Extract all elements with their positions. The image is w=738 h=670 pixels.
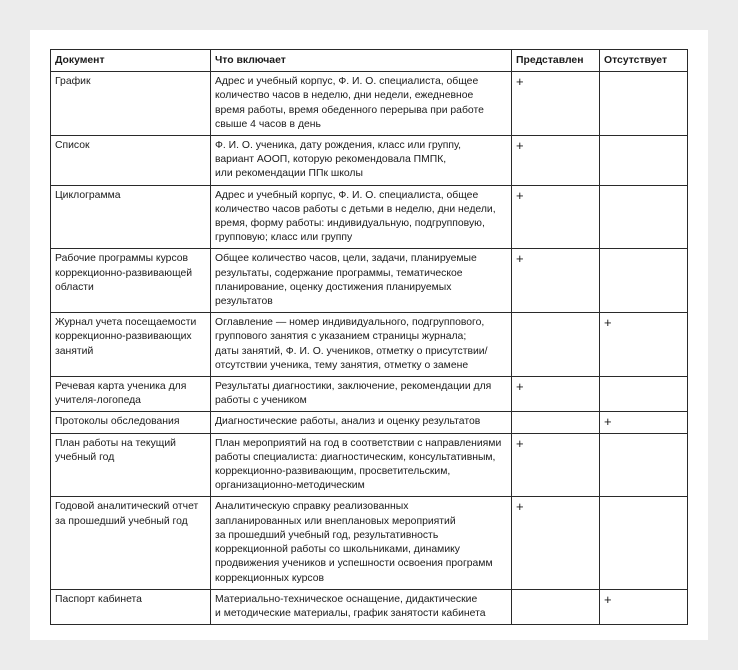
present-mark: + — [512, 497, 600, 589]
absent-mark — [600, 433, 688, 497]
includes-cell — [211, 433, 512, 497]
table-body — [51, 72, 688, 625]
includes-text: Адрес и учебный корпус, Ф. И. О. специалиста, общее количество часов в неделю, дни недели, ежедневное время работы, время обеденного перерыва при работе свыше 4 часов в день — [215, 76, 484, 130]
document-name: Паспорт кабинета — [55, 593, 142, 605]
document-name-cell — [51, 249, 211, 313]
absent-mark: + — [600, 412, 688, 433]
includes-text: Диагностические работы, анализ и оценку результатов — [215, 416, 481, 428]
document-name: Рабочие программы курсов коррекционно-развивающей области — [55, 253, 193, 293]
includes-text: План мероприятий на год в соответствии с направлениями работы специалиста: диагностическим, консультативным, коррекционно-развивающим, просветительским, организационно-методическим — [215, 437, 502, 492]
document-name-cell — [51, 313, 211, 377]
includes-cell — [211, 72, 512, 136]
document-name: Речевая карта ученика для учителя-логопеда — [55, 381, 187, 407]
document-name-cell — [51, 136, 211, 186]
absent-mark — [600, 136, 688, 186]
table-row — [51, 433, 688, 497]
includes-text: Результаты диагностики, заключение, рекомендации для работы с учеником — [215, 381, 492, 407]
table-row — [51, 377, 688, 412]
absent-mark — [600, 377, 688, 412]
header-document: Документ — [51, 50, 211, 72]
absent-mark: + — [600, 313, 688, 377]
document-name-cell — [51, 377, 211, 412]
document-name-cell — [51, 185, 211, 249]
document-name: План работы на текущий учебный год — [55, 437, 176, 463]
document-name-cell — [51, 72, 211, 136]
document-name: График — [55, 76, 91, 88]
document-page — [30, 30, 708, 640]
documents-table — [50, 49, 688, 625]
document-name-cell — [51, 497, 211, 589]
includes-cell — [211, 412, 512, 433]
table-row — [51, 589, 688, 624]
includes-text: Адрес и учебный корпус, Ф. И. О. специалиста, общее количество часов работы с детьми в неделю, дни недели, время, форму работы: индивидуальную, подгрупповую, групповую; класс или группу — [215, 189, 496, 244]
document-name: Список — [55, 140, 90, 152]
includes-text: Общее количество часов, цели, задачи, планируемые результаты, содержание программы, тематическое планирование, оценку достижения планируемых результатов — [215, 253, 477, 308]
includes-cell — [211, 377, 512, 412]
header-present: Представлен — [512, 50, 600, 72]
present-mark: + — [512, 72, 600, 136]
header-absent: Отсутствует — [600, 50, 688, 72]
present-mark: + — [512, 185, 600, 249]
includes-text: Ф. И. О. ученика, дату рождения, класс или группу, вариант АООП, которую рекомендовала ПМПК, или рекомендации ППк школы — [215, 140, 462, 180]
document-name-cell — [51, 412, 211, 433]
present-mark: + — [512, 377, 600, 412]
includes-cell — [211, 313, 512, 377]
present-mark — [512, 313, 600, 377]
includes-cell — [211, 136, 512, 186]
table-row — [51, 72, 688, 136]
document-name: Циклограмма — [55, 189, 121, 201]
includes-cell — [211, 589, 512, 624]
absent-mark: + — [600, 589, 688, 624]
header-includes: Что включает — [211, 50, 512, 72]
table-row — [51, 313, 688, 377]
absent-mark — [600, 497, 688, 589]
includes-cell — [211, 249, 512, 313]
absent-mark — [600, 249, 688, 313]
table-row — [51, 136, 688, 186]
present-mark — [512, 412, 600, 433]
present-mark: + — [512, 433, 600, 497]
document-name: Годовой аналитический отчет за прошедший учебный год — [55, 501, 199, 527]
present-mark: + — [512, 136, 600, 186]
table-row — [51, 497, 688, 589]
includes-text: Оглавление — номер индивидуального, подгруппового, группового занятия с указанием страницы журнала; даты занятий, Ф. И. О. учеников, отметку о присутствии/ отсутствии ученика, тему занятия, отметку о замене — [215, 317, 488, 371]
document-name-cell — [51, 589, 211, 624]
present-mark: + — [512, 249, 600, 313]
present-mark — [512, 589, 600, 624]
absent-mark — [600, 72, 688, 136]
table-row — [51, 249, 688, 313]
includes-text: Аналитическую справку реализованных запланированных или внеплановых мероприятий за прошедший учебный год, результативность коррекционной работы со школьниками, динамику продвижения учеников и успешности освоения программ коррекционных курсов — [215, 501, 493, 584]
table-row — [51, 185, 688, 249]
document-name-cell — [51, 433, 211, 497]
table-row — [51, 412, 688, 433]
table-header-row — [51, 50, 688, 72]
document-name: Протоколы обследования — [55, 416, 180, 428]
document-name: Журнал учета посещаемости коррекционно-развивающих занятий — [55, 317, 197, 357]
includes-cell — [211, 185, 512, 249]
includes-cell — [211, 497, 512, 589]
absent-mark — [600, 185, 688, 249]
includes-text: Материально-техническое оснащение, дидактические и методические материалы, график занятости кабинета — [215, 593, 486, 619]
